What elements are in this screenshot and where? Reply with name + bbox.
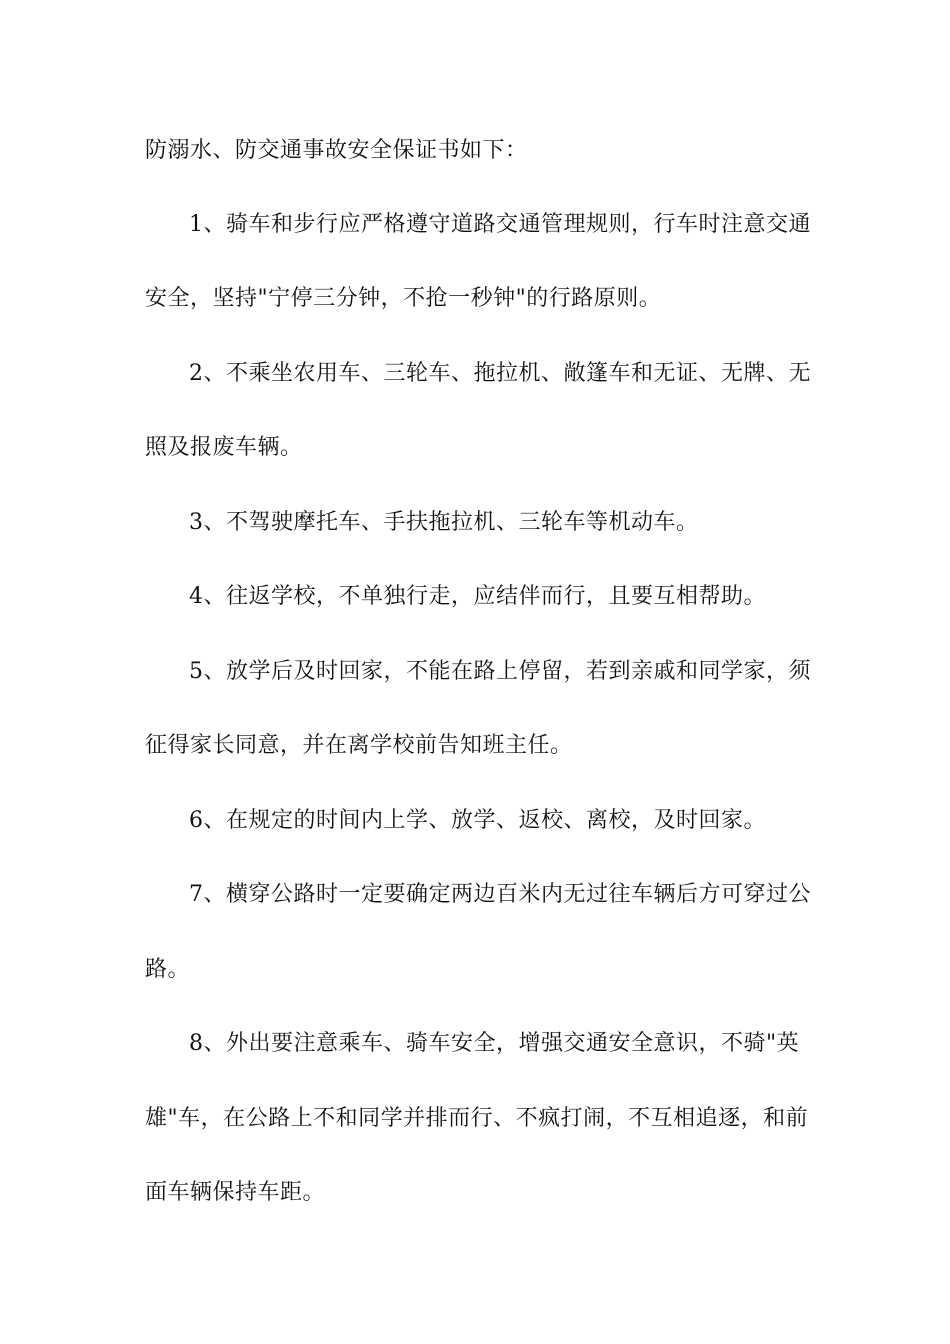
- item-3-line-1: 3、不驾驶摩托车、手扶拖拉机、三轮车等机动车。: [189, 510, 699, 535]
- item-4-line-1: 4、往返学校，不单独行走，应结伴而行，且要互相帮助。: [189, 584, 766, 609]
- item-2-line-1: 2、不乘坐农用车、三轮车、拖拉机、敞篷车和无证、无牌、无: [189, 361, 811, 386]
- item-8-line-3: 面车辆保持车距。: [145, 1180, 326, 1205]
- item-8-line-2: 雄"车，在公路上不和同学并排而行、不疯打闹，不互相追逐，和前: [145, 1106, 809, 1131]
- item-6-line-1: 6、在规定的时间内上学、放学、返校、离校，及时回家。: [189, 808, 766, 833]
- document-heading: 防溺水、防交通事故安全保证书如下：: [145, 138, 528, 163]
- item-5-line-1: 5、放学后及时回家，不能在路上停留，若到亲戚和同学家，须: [189, 659, 811, 684]
- item-1-line-2: 安全，坚持"宁停三分钟，不抢一秒钟"的行路原则。: [145, 286, 662, 311]
- item-1-line-1: 1、骑车和步行应严格遵守道路交通管理规则，行车时注意交通: [189, 212, 811, 237]
- item-7-line-2: 路。: [145, 957, 191, 982]
- item-5-line-2: 征得家长同意，并在离学校前告知班主任。: [145, 733, 573, 758]
- item-8-line-1: 8、外出要注意乘车、骑车安全，增强交通安全意识，不骑"英: [189, 1031, 800, 1056]
- item-7-line-1: 7、横穿公路时一定要确定两边百米内无过往车辆后方可穿过公: [189, 882, 811, 907]
- item-2-line-2: 照及报废车辆。: [145, 435, 303, 460]
